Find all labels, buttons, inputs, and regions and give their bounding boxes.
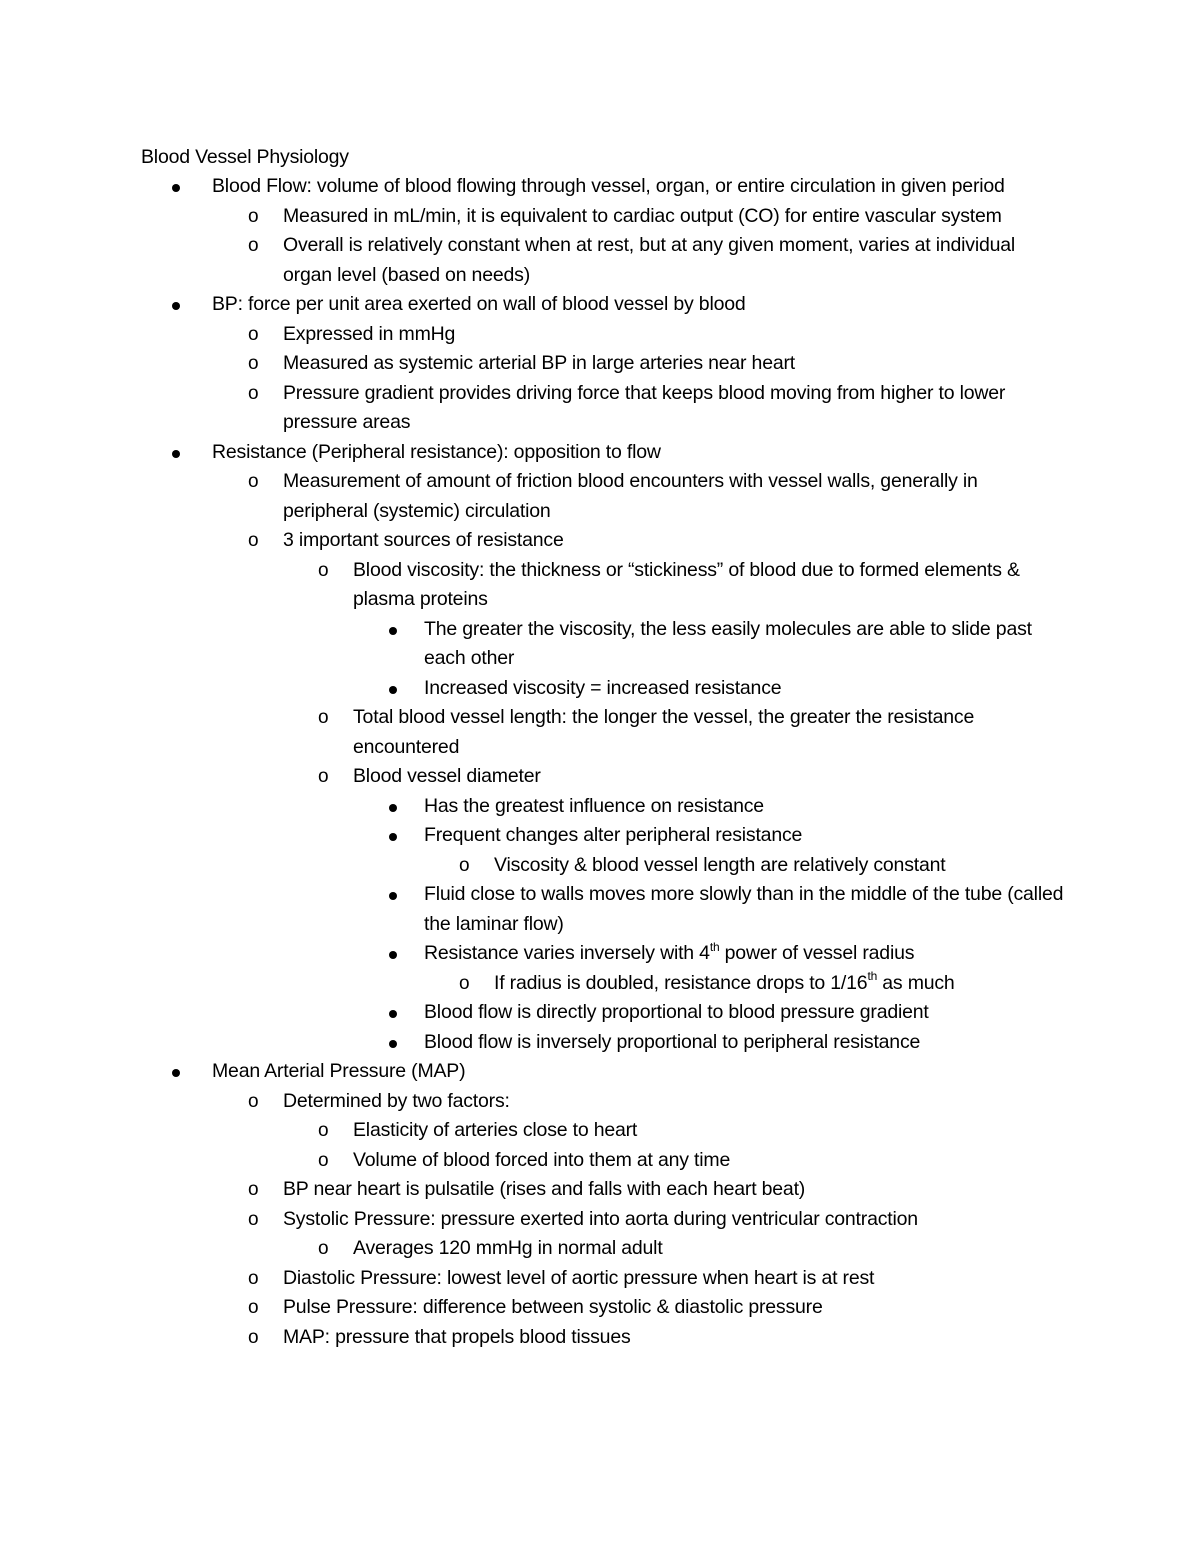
bullet-circle-icon — [459, 969, 469, 999]
bullet-circle-icon — [248, 202, 258, 232]
bullet-circle-icon — [318, 1234, 328, 1264]
outline-item — [0, 1028, 1064, 1058]
outline-item — [0, 467, 1058, 526]
bullet-circle-icon-glyph: o — [248, 1090, 259, 1112]
outline-item-text: Blood flow is directly proportional to blood pressure gradient — [424, 1001, 929, 1023]
bullet-circle-icon — [248, 1205, 258, 1235]
bullet-disc-icon — [172, 1057, 180, 1087]
bullet-circle-icon — [318, 762, 328, 792]
bullet-circle-icon — [248, 1264, 258, 1294]
bullet-circle-icon — [318, 703, 328, 733]
outline-item-text: Blood flow is inversely proportional to peripheral resistance — [424, 1030, 921, 1053]
bullet-circle-icon-glyph: o — [459, 972, 470, 994]
outline-item-text: Averages 120 mmHg in normal adult — [353, 1237, 663, 1259]
outline-item — [0, 969, 1064, 999]
bullet-disc-icon-shape — [172, 450, 180, 458]
bullet-circle-icon — [248, 379, 258, 409]
bullet-circle-icon — [318, 556, 328, 586]
bullet-disc-icon-shape — [172, 184, 180, 192]
outline-item — [0, 792, 1064, 822]
outline-item — [0, 674, 1064, 704]
outline-item-text: Resistance varies inversely with 4 — [424, 942, 710, 964]
bullet-circle-icon — [459, 851, 469, 881]
bullet-disc-icon — [389, 939, 397, 969]
bullet-circle-icon-glyph: o — [248, 1208, 259, 1230]
bullet-circle-icon — [318, 1146, 328, 1176]
outline-item — [0, 998, 1064, 1028]
bullet-circle-icon-glyph: o — [248, 1326, 259, 1348]
outline-item-text: BP: force per unit area exerted on wall of blood vessel by blood — [212, 293, 746, 315]
bullet-circle-icon-glyph: o — [248, 471, 259, 492]
bullet-disc-icon-shape — [389, 951, 397, 959]
outline-item-text: Viscosity & blood vessel length are relatively constant — [494, 853, 946, 876]
outline-item — [0, 615, 1064, 674]
bullet-disc-icon — [389, 880, 397, 910]
bullet-disc-icon-shape — [172, 1069, 180, 1077]
document-title: Blood Vessel Physiology — [141, 146, 349, 168]
bullet-circle-icon-glyph: o — [248, 1179, 259, 1200]
bullet-circle-icon — [248, 1293, 258, 1323]
outline-item-text: 3 important sources of resistance — [283, 529, 564, 551]
outline-item — [0, 320, 1058, 350]
outline-item — [0, 290, 1057, 320]
bullet-circle-icon-glyph: o — [318, 1149, 329, 1171]
outline-item — [0, 703, 1058, 762]
bullet-circle-icon-glyph: o — [318, 766, 329, 787]
outline-item — [0, 438, 1057, 468]
outline-item-text: Determined by two factors: — [283, 1089, 510, 1112]
outline-item-text: Measured in mL/min, it is equivalent to cardiac output (CO) for entire vascular system — [283, 204, 1002, 227]
outline-item — [0, 526, 1058, 556]
outline-item — [0, 231, 1058, 290]
outline-item — [0, 172, 1057, 202]
bullet-disc-icon — [389, 1028, 397, 1058]
bullet-circle-icon — [248, 1175, 258, 1205]
bullet-circle-icon-glyph: o — [248, 530, 259, 551]
bullet-circle-icon — [318, 1116, 328, 1146]
bullet-disc-icon-shape — [389, 627, 397, 635]
outline-item-text: Blood viscosity: the thickness or “stickiness” of blood due to formed elements & plasma proteins — [353, 558, 1020, 610]
bullet-circle-icon — [248, 349, 258, 379]
bullet-circle-icon-glyph: o — [459, 854, 470, 876]
outline-item-text: Total blood vessel length: the longer the vessel, the greater the resistance encountered — [353, 706, 975, 758]
outline-item-text: Overall is relatively constant when at rest, but at any given moment, varies at individual organ level (based on needs) — [283, 234, 1016, 286]
outline-item — [0, 1087, 1058, 1117]
outline-item — [0, 1057, 1057, 1087]
outline-item-text: Has the greatest influence on resistance — [424, 794, 764, 817]
outline-item — [0, 556, 1058, 615]
outline-item-text: Measured as systemic arterial BP in large arteries near heart — [283, 352, 796, 374]
outline-item-text: MAP: pressure that propels blood tissues — [283, 1325, 631, 1348]
outline-item — [0, 762, 1058, 792]
outline-item-text: Systolic Pressure: pressure exerted into aorta during ventricular contraction — [283, 1207, 918, 1230]
bullet-circle-icon-glyph: o — [248, 1267, 259, 1289]
bullet-circle-icon-glyph: o — [318, 707, 329, 728]
outline-item-text: If radius is doubled, resistance drops to 1/16 — [494, 971, 868, 994]
outline-item — [0, 939, 1064, 969]
outline-item-text: Diastolic Pressure: lowest level of aortic pressure when heart is at rest — [283, 1266, 875, 1289]
outline-item — [0, 851, 1064, 881]
outline-list — [0, 172, 1200, 1352]
bullet-circle-icon-glyph: o — [248, 1297, 259, 1318]
bullet-disc-icon-shape — [389, 1040, 397, 1048]
outline-item — [0, 1234, 1058, 1264]
outline-item — [0, 1146, 1058, 1176]
outline-item-text: Increased viscosity = increased resistance — [424, 676, 782, 699]
bullet-disc-icon-shape — [389, 833, 397, 841]
bullet-disc-icon-shape — [389, 804, 397, 812]
bullet-disc-icon — [172, 438, 180, 468]
outline-item-text: Measurement of amount of friction blood encounters with vessel walls, generally in peripheral (systemic) circulation — [283, 470, 978, 522]
outline-item-text: Mean Arterial Pressure (MAP) — [212, 1060, 466, 1082]
outline-item — [0, 1323, 1058, 1353]
outline-item — [0, 880, 1064, 939]
outline-item — [0, 202, 1058, 232]
bullet-disc-icon — [389, 674, 397, 704]
bullet-disc-icon — [389, 998, 397, 1028]
outline-item-text: BP near heart is pulsatile (rises and falls with each heart beat) — [283, 1178, 806, 1200]
outline-item-text: The greater the viscosity, the less easily molecules are able to slide past each other — [424, 617, 1032, 669]
outline-item-text: Resistance (Peripheral resistance): opposition to flow — [212, 440, 661, 463]
bullet-disc-icon — [389, 615, 397, 645]
bullet-circle-icon-glyph: o — [318, 559, 329, 581]
bullet-disc-icon-shape — [389, 1010, 397, 1018]
bullet-circle-icon-glyph: o — [318, 1120, 329, 1141]
bullet-circle-icon — [248, 1323, 258, 1353]
bullet-circle-icon — [248, 526, 258, 556]
outline-item — [0, 379, 1058, 438]
outline-item-superscript: th — [867, 969, 878, 983]
outline-item — [0, 1293, 1058, 1323]
outline-item-text: Expressed in mmHg — [283, 322, 456, 345]
bullet-disc-icon-shape — [389, 686, 397, 694]
bullet-disc-icon-shape — [172, 302, 180, 310]
bullet-circle-icon — [248, 320, 258, 350]
outline-item — [0, 821, 1064, 851]
bullet-disc-icon-shape — [389, 892, 397, 900]
outline-item-text: Fluid close to walls moves more slowly than in the middle of the tube (called the laminar flow) — [424, 883, 1064, 935]
outline-item — [0, 1175, 1058, 1205]
bullet-circle-icon-glyph: o — [248, 235, 259, 256]
outline-item-text: Pulse Pressure: difference between systolic & diastolic pressure — [283, 1296, 823, 1318]
outline-item-superscript: th — [709, 939, 720, 954]
bullet-circle-icon-glyph: o — [248, 353, 259, 374]
outline-item-text: Pressure gradient provides driving force that keeps blood moving from higher to lower pressure areas — [283, 381, 1006, 433]
bullet-disc-icon — [172, 290, 180, 320]
bullet-circle-icon — [248, 231, 258, 261]
outline-item-text: Blood vessel diameter — [353, 765, 541, 787]
bullet-circle-icon — [248, 467, 258, 497]
outline-item-text: Frequent changes alter peripheral resistance — [424, 824, 803, 846]
outline-item-text: Volume of blood forced into them at any time — [353, 1148, 731, 1171]
bullet-circle-icon-glyph: o — [248, 382, 259, 404]
bullet-disc-icon — [389, 821, 397, 851]
outline-item — [0, 1264, 1058, 1294]
outline-item — [0, 1205, 1058, 1235]
outline-item — [0, 1116, 1058, 1146]
outline-item-text: Elasticity of arteries close to heart — [353, 1119, 638, 1141]
bullet-circle-icon-glyph: o — [318, 1238, 329, 1259]
bullet-disc-icon — [172, 172, 180, 202]
outline-item — [0, 349, 1058, 379]
outline-item-text: Blood Flow: volume of blood flowing through vessel, organ, or entire circulation in given period — [212, 175, 1005, 197]
bullet-circle-icon-glyph: o — [248, 205, 259, 227]
outline-item-text-tail: as much — [877, 971, 955, 994]
outline-item-text-tail: power of vessel radius — [719, 942, 915, 964]
bullet-circle-icon — [248, 1087, 258, 1117]
bullet-disc-icon — [389, 792, 397, 822]
bullet-circle-icon-glyph: o — [248, 323, 259, 345]
